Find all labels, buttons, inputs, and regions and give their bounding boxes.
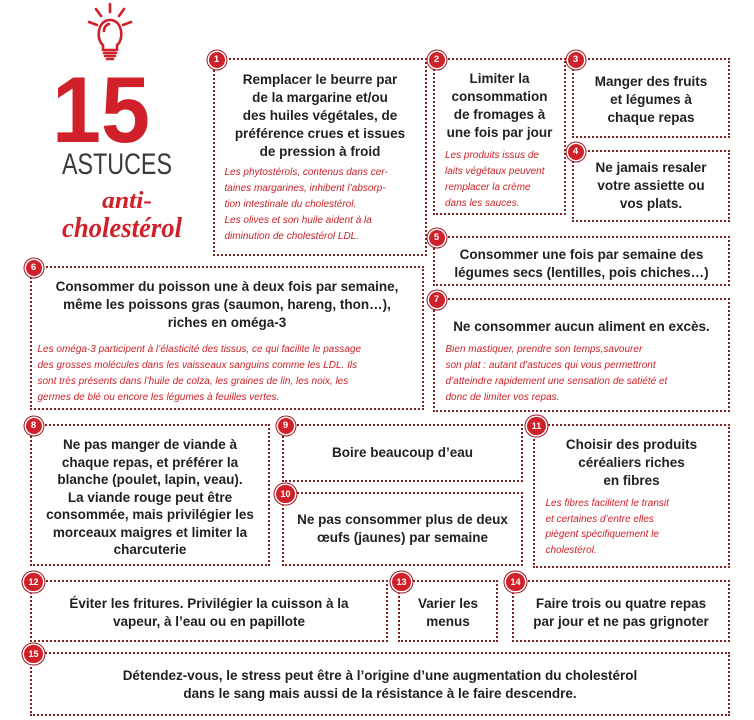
tip-card-14 [510, 576, 730, 642]
tip-card-13 [396, 576, 498, 642]
tip-note: Les phytostérols, contenus dans cer- taines margarines, inhibent l’absorp- tion intestinale du cholestérol. Les olives et son huile aident à la diminution de cholestérol LDL. [224, 167, 388, 242]
tip-card-5 [433, 231, 730, 286]
tip-title: Varier les menus [417, 595, 479, 629]
tip-number-badge: 11 [527, 417, 546, 435]
tip-title: Consommer une fois par semaine des légumes secs (lentilles, pois chiches…) [454, 246, 709, 280]
tip-number-badge: 2 [429, 52, 445, 68]
header [0, 0, 205, 250]
tip-card-2 [433, 53, 566, 215]
header-number: 15 [52, 57, 150, 162]
header-subtitle-line1: anti- [102, 188, 152, 214]
tip-card-3 [572, 53, 730, 138]
tip-card-8 [30, 419, 270, 566]
tip-title: Limiter la consommation de fromages à une fois par jour [446, 71, 553, 140]
tip-number-badge: 1 [209, 52, 225, 68]
tip-title: Ne pas consommer plus de deux œufs (jaunes) par semaine [297, 512, 508, 545]
tip-card-9 [282, 419, 523, 482]
tip-note: Les fibres facilitent le transit et certaines d’entre elles piègent spécifiquement le cholestérol. [545, 498, 669, 556]
tip-number-badge: 7 [429, 292, 445, 308]
tip-number-badge: 6 [26, 260, 42, 276]
tip-title: Éviter les fritures. Privilégier la cuisson à la vapeur, à l’eau ou en papillote [69, 595, 349, 629]
tip-number-badge: 10 [276, 485, 295, 503]
tip-title: Ne jamais resaler votre assiette ou vos plats. [595, 160, 707, 211]
tip-note: Les produits issus de laits végétaux peuvent remplacer la crème dans les sauces. [445, 150, 545, 209]
tip-card-1 [213, 53, 427, 256]
tip-title: Consommer du poisson une à deux fois par semaine, même les poissons gras (saumon, hareng, thon…), riches en oméga-3 [55, 279, 399, 330]
tip-title: Manger des fruits et légumes à chaque repas [594, 74, 708, 125]
tip-card-10 [280, 488, 523, 566]
tip-number-badge: 13 [392, 573, 411, 591]
tip-title: Boire beaucoup d’eau [331, 445, 474, 460]
tip-title: Faire trois ou quatre repas par jour et ne pas grignoter [533, 595, 709, 629]
tip-card-7 [433, 293, 730, 412]
header-subtitle-line2: cholestérol [62, 213, 183, 244]
tip-number-badge: 14 [506, 573, 525, 591]
tip-number-badge: 3 [568, 52, 584, 68]
tip-number-badge: 4 [568, 144, 584, 160]
tip-number-badge: 8 [26, 418, 42, 434]
tip-card-4 [572, 145, 730, 222]
tip-title: Détendez-vous, le stress peut être à l’origine d’une augmentation du cholestérol dans le sang mais aussi de la résistance à le faire descendre. [122, 668, 638, 701]
tip-title: Ne pas manger de viande à chaque repas, et préférer la blanche (poulet, lapin, veau). La viande rouge peut être consommée, mais privilégier les morceaux maigres et limiter la charcuterie [46, 437, 254, 557]
tip-number-badge: 15 [24, 645, 43, 663]
tip-number-badge: 9 [278, 418, 294, 434]
header-word: ASTUCES [62, 148, 172, 181]
tip-card-15 [28, 648, 730, 716]
lightbulb-icon [89, 4, 131, 59]
tip-title: Ne consommer aucun aliment en excès. [453, 319, 710, 334]
tip-note: Bien mastiquer, prendre son temps,savourer son plat : autant d’astuces qui vous permettront d’atteindre rapidement une sensation de satiété et donc de limiter vos repas. [445, 344, 668, 403]
tip-card-6 [30, 261, 424, 410]
tip-note: Les oméga-3 participent à l’élasticité des tissus, ce qui facilite le passage des grosses molécules dans les vaisseaux sanguins comme les LDL. Ils sont très présents dans l’huile de colza, les graines de lin, les noix, les germes de blé ou encore les légumes à feuilles vertes. [37, 344, 362, 403]
tip-title: Remplacer le beurre par de la margarine et/ou des huiles végétales, de préférence crues et issues de pression à froid [234, 72, 406, 159]
tip-number-badge: 5 [429, 230, 445, 246]
tip-title: Choisir des produits céréaliers riches en fibres [565, 437, 698, 488]
tip-card-11 [531, 420, 730, 568]
tip-card-12 [28, 576, 388, 642]
tip-number-badge: 12 [24, 573, 43, 591]
